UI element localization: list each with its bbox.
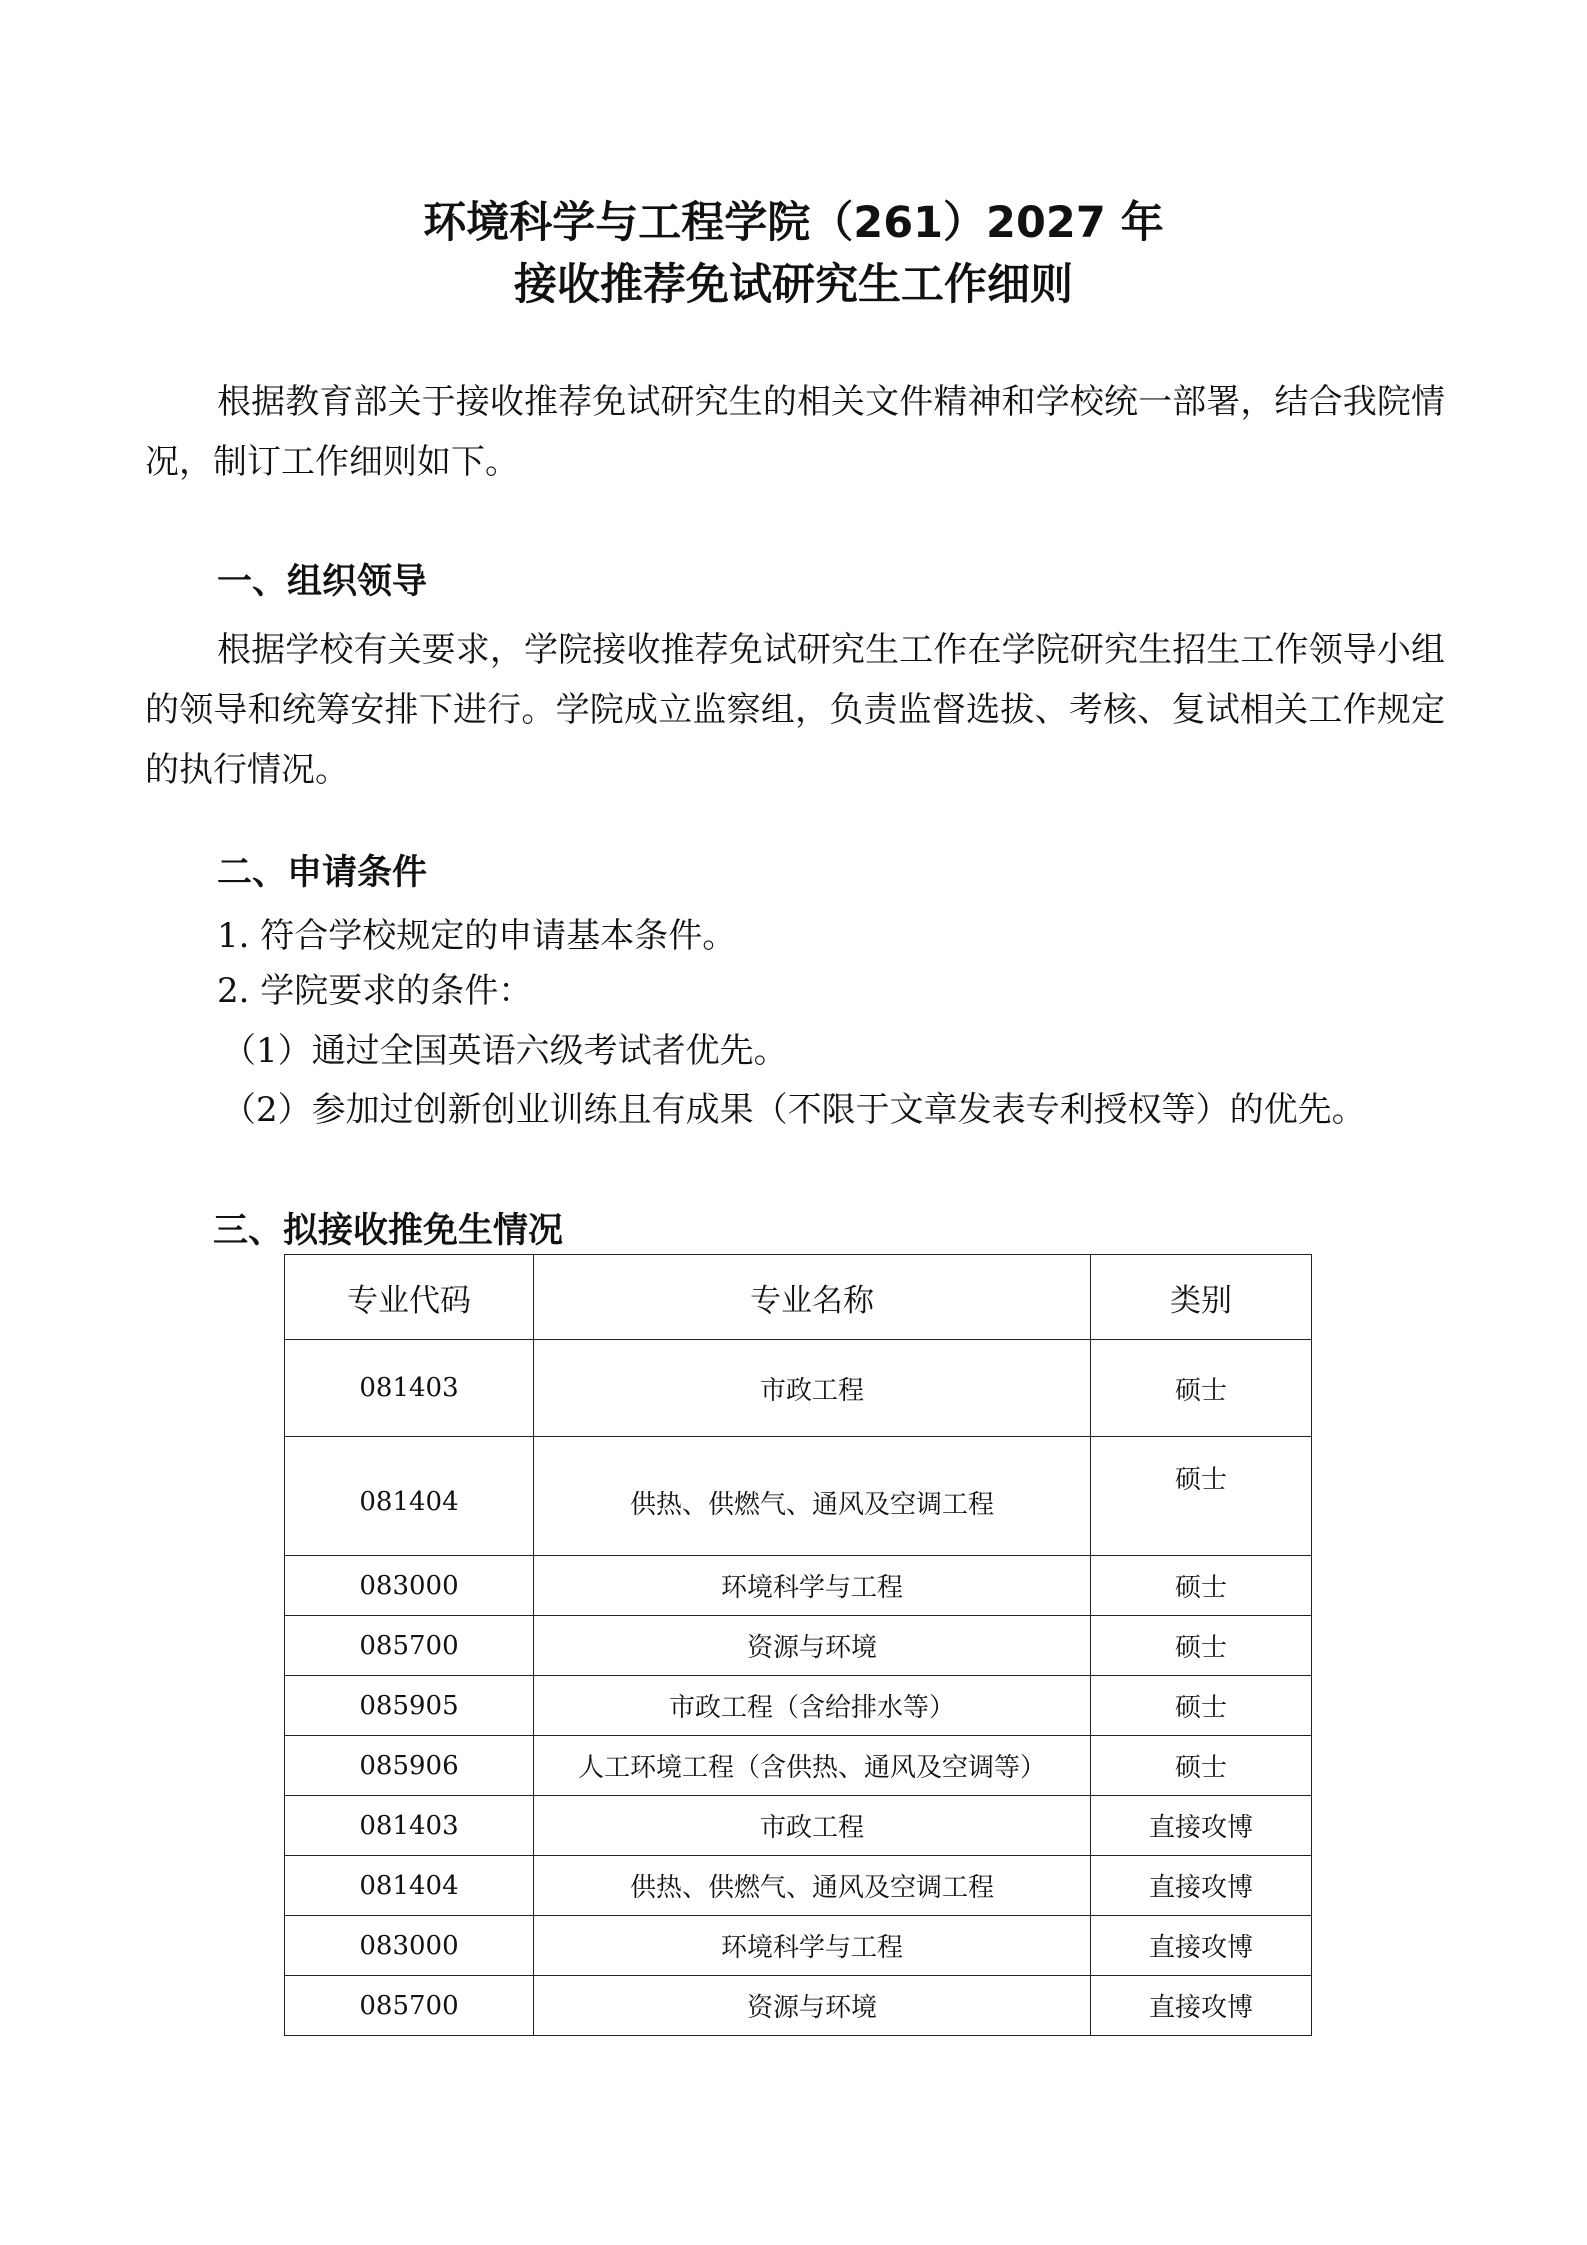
table-row [285,1796,1312,1856]
major-code-cell: 085700 [285,1976,534,2036]
majors-table [284,1254,1312,2036]
table-row [285,1437,1312,1556]
major-code-cell: 083000 [285,1556,534,1616]
major-name-cell: 环境科学与工程 [534,1556,1091,1616]
condition-subitem-2: （2）参加过创新创业训练且有成果（不限于文章发表专利授权等）的优先。 [222,1090,1366,1130]
major-code-cell: 085905 [285,1676,534,1736]
major-name-cell: 供热、供燃气、通风及空调工程 [534,1437,1091,1556]
major-name-cell: 市政工程 [534,1796,1091,1856]
major-name-cell: 市政工程 [534,1340,1091,1437]
table-row [285,1736,1312,1796]
major-type-cell: 硕士 [1091,1736,1312,1796]
document-title-line-2: 接收推荐免试研究生工作细则 [514,260,1073,310]
table-header-row [285,1255,1312,1340]
intro-paragraph: 根据教育部关于接收推荐免试研究生的相关文件精神和学校统一部署，结合我院情况，制订工作细则如下。 [145,382,1445,482]
organization-paragraph: 根据学校有关要求，学院接收推荐免试研究生工作在学院研究生招生工作领导小组的领导和统筹安排下进行。学院成立监察组，负责监督选拔、考核、复试相关工作规定的执行情况。 [145,630,1445,790]
column-header-code: 专业代码 [285,1255,534,1340]
table-row [285,1976,1312,2036]
major-name-cell: 人工环境工程（含供热、通风及空调等） [534,1736,1091,1796]
table-row [285,1340,1312,1437]
condition-subitem-1: （1）通过全国英语六级考试者优先。 [222,1031,788,1071]
condition-item-2: 2. 学院要求的条件： [217,971,533,1011]
section-heading-conditions: 二、申请条件 [217,853,428,893]
major-type-cell: 直接攻博 [1091,1856,1312,1916]
table-row [285,1916,1312,1976]
major-type-cell: 硕士 [1091,1340,1312,1437]
major-code-cell: 081403 [285,1340,534,1437]
major-code-cell: 081403 [285,1796,534,1856]
major-name-cell: 环境科学与工程 [534,1916,1091,1976]
condition-item-1: 1. 符合学校规定的申请基本条件。 [217,916,737,956]
major-name-cell: 资源与环境 [534,1616,1091,1676]
major-name-cell: 市政工程（含给排水等） [534,1676,1091,1736]
major-type-cell: 直接攻博 [1091,1796,1312,1856]
document-title-line-1: 环境科学与工程学院（261）2027 年 [423,198,1164,248]
major-code-cell: 085700 [285,1616,534,1676]
major-code-cell: 081404 [285,1856,534,1916]
section-heading-admission-plan: 三、拟接收推免生情况 [213,1211,564,1251]
major-type-cell: 硕士 [1091,1556,1312,1616]
major-code-cell: 085906 [285,1736,534,1796]
table-row [285,1856,1312,1916]
major-type-cell: 硕士 [1091,1616,1312,1676]
major-type-cell: 硕士 [1091,1676,1312,1736]
major-name-cell: 资源与环境 [534,1976,1091,2036]
major-type-cell: 直接攻博 [1091,1976,1312,2036]
table-row [285,1556,1312,1616]
column-header-type: 类别 [1091,1255,1312,1340]
major-code-cell: 083000 [285,1916,534,1976]
section-heading-organization: 一、组织领导 [217,562,428,602]
table-row [285,1676,1312,1736]
major-code-cell: 081404 [285,1437,534,1556]
major-type-cell: 硕士 [1091,1437,1312,1556]
major-type-cell: 直接攻博 [1091,1916,1312,1976]
major-name-cell: 供热、供燃气、通风及空调工程 [534,1856,1091,1916]
column-header-name: 专业名称 [534,1255,1091,1340]
table-row [285,1616,1312,1676]
